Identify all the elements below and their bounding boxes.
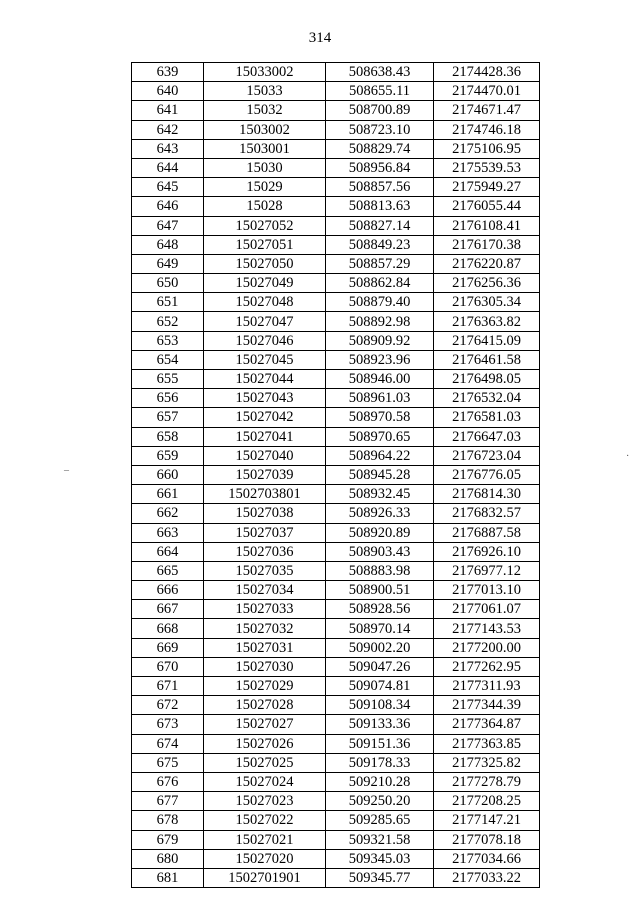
point-number-cell: 659 — [132, 446, 204, 465]
point-id-cell: 1502703801 — [204, 485, 326, 504]
x-coordinate-cell: 509074.81 — [326, 677, 434, 696]
point-number-cell: 641 — [132, 101, 204, 120]
table-row — [132, 830, 540, 849]
table-row — [132, 849, 540, 868]
y-coordinate-cell: 2174428.36 — [434, 63, 540, 82]
x-coordinate-cell: 508928.56 — [326, 600, 434, 619]
point-id-cell: 15033 — [204, 82, 326, 101]
point-id-cell: 15027021 — [204, 830, 326, 849]
coordinates-table — [131, 62, 540, 888]
point-number-cell: 642 — [132, 120, 204, 139]
y-coordinate-cell: 2176887.58 — [434, 523, 540, 542]
coordinates-table-body — [132, 63, 540, 888]
point-id-cell: 15027028 — [204, 696, 326, 715]
point-id-cell: 15027026 — [204, 734, 326, 753]
y-coordinate-cell: 2175949.27 — [434, 178, 540, 197]
point-number-cell: 670 — [132, 657, 204, 676]
point-number-cell: 668 — [132, 619, 204, 638]
table-row — [132, 811, 540, 830]
point-id-cell: 15028 — [204, 197, 326, 216]
point-id-cell: 15027048 — [204, 293, 326, 312]
point-id-cell: 15027046 — [204, 331, 326, 350]
y-coordinate-cell: 2176170.38 — [434, 235, 540, 254]
table-row — [132, 216, 540, 235]
y-coordinate-cell: 2175539.53 — [434, 158, 540, 177]
point-number-cell: 643 — [132, 139, 204, 158]
point-id-cell: 15027024 — [204, 772, 326, 791]
y-coordinate-cell: 2176926.10 — [434, 542, 540, 561]
y-coordinate-cell: 2177033.22 — [434, 868, 540, 887]
point-id-cell: 1503002 — [204, 120, 326, 139]
page-number: 314 — [308, 30, 332, 46]
x-coordinate-cell: 508946.00 — [326, 370, 434, 389]
point-number-cell: 661 — [132, 485, 204, 504]
x-coordinate-cell: 509047.26 — [326, 657, 434, 676]
x-coordinate-cell: 508956.84 — [326, 158, 434, 177]
table-row — [132, 370, 540, 389]
x-coordinate-cell: 508829.74 — [326, 139, 434, 158]
x-coordinate-cell: 508883.98 — [326, 561, 434, 580]
point-number-cell: 645 — [132, 178, 204, 197]
table-row — [132, 274, 540, 293]
y-coordinate-cell: 2177078.18 — [434, 830, 540, 849]
point-number-cell: 649 — [132, 254, 204, 273]
point-id-cell: 15027049 — [204, 274, 326, 293]
y-coordinate-cell: 2176256.36 — [434, 274, 540, 293]
point-number-cell: 647 — [132, 216, 204, 235]
table-row — [132, 235, 540, 254]
table-row — [132, 561, 540, 580]
table-row — [132, 427, 540, 446]
table-row — [132, 600, 540, 619]
table-row — [132, 312, 540, 331]
y-coordinate-cell: 2174470.01 — [434, 82, 540, 101]
point-number-cell: 644 — [132, 158, 204, 177]
y-coordinate-cell: 2177034.66 — [434, 849, 540, 868]
y-coordinate-cell: 2177311.93 — [434, 677, 540, 696]
point-id-cell: 15027023 — [204, 792, 326, 811]
x-coordinate-cell: 508964.22 — [326, 446, 434, 465]
point-id-cell: 15027042 — [204, 408, 326, 427]
point-number-cell: 672 — [132, 696, 204, 715]
point-id-cell: 15033002 — [204, 63, 326, 82]
x-coordinate-cell: 508849.23 — [326, 235, 434, 254]
point-number-cell: 669 — [132, 638, 204, 657]
y-coordinate-cell: 2176220.87 — [434, 254, 540, 273]
x-coordinate-cell: 508900.51 — [326, 581, 434, 600]
table-row — [132, 619, 540, 638]
x-coordinate-cell: 508655.11 — [326, 82, 434, 101]
x-coordinate-cell: 508892.98 — [326, 312, 434, 331]
x-coordinate-cell: 509151.36 — [326, 734, 434, 753]
y-coordinate-cell: 2174671.47 — [434, 101, 540, 120]
table-row — [132, 101, 540, 120]
point-number-cell: 671 — [132, 677, 204, 696]
y-coordinate-cell: 2176532.04 — [434, 389, 540, 408]
y-coordinate-cell: 2176305.34 — [434, 293, 540, 312]
point-number-cell: 681 — [132, 868, 204, 887]
table-row — [132, 408, 540, 427]
y-coordinate-cell: 2176363.82 — [434, 312, 540, 331]
x-coordinate-cell: 508923.96 — [326, 350, 434, 369]
x-coordinate-cell: 508857.29 — [326, 254, 434, 273]
point-number-cell: 660 — [132, 465, 204, 484]
point-number-cell: 654 — [132, 350, 204, 369]
point-number-cell: 674 — [132, 734, 204, 753]
point-number-cell: 677 — [132, 792, 204, 811]
y-coordinate-cell: 2177200.00 — [434, 638, 540, 657]
y-coordinate-cell: 2177364.87 — [434, 715, 540, 734]
point-number-cell: 678 — [132, 811, 204, 830]
point-id-cell: 15032 — [204, 101, 326, 120]
point-id-cell: 1502701901 — [204, 868, 326, 887]
table-row — [132, 657, 540, 676]
point-id-cell: 15027045 — [204, 350, 326, 369]
table-row — [132, 542, 540, 561]
point-id-cell: 15027034 — [204, 581, 326, 600]
point-number-cell: 662 — [132, 504, 204, 523]
point-number-cell: 650 — [132, 274, 204, 293]
y-coordinate-cell: 2176108.41 — [434, 216, 540, 235]
table-row — [132, 293, 540, 312]
point-number-cell: 675 — [132, 753, 204, 772]
point-id-cell: 15027020 — [204, 849, 326, 868]
x-coordinate-cell: 509250.20 — [326, 792, 434, 811]
x-coordinate-cell: 509133.36 — [326, 715, 434, 734]
table-row — [132, 331, 540, 350]
table-row — [132, 792, 540, 811]
table-row — [132, 696, 540, 715]
table-row — [132, 868, 540, 887]
table-row — [132, 504, 540, 523]
x-coordinate-cell: 508970.14 — [326, 619, 434, 638]
point-id-cell: 15027040 — [204, 446, 326, 465]
y-coordinate-cell: 2176055.44 — [434, 197, 540, 216]
point-id-cell: 15027039 — [204, 465, 326, 484]
point-id-cell: 15027043 — [204, 389, 326, 408]
x-coordinate-cell: 508932.45 — [326, 485, 434, 504]
point-id-cell: 15027041 — [204, 427, 326, 446]
x-coordinate-cell: 509108.34 — [326, 696, 434, 715]
right-margin-mark: · — [626, 451, 630, 462]
table-row — [132, 254, 540, 273]
table-row — [132, 178, 540, 197]
table-row — [132, 197, 540, 216]
x-coordinate-cell: 508700.89 — [326, 101, 434, 120]
table-row — [132, 139, 540, 158]
point-id-cell: 15027031 — [204, 638, 326, 657]
point-number-cell: 652 — [132, 312, 204, 331]
y-coordinate-cell: 2176647.03 — [434, 427, 540, 446]
y-coordinate-cell: 2176581.03 — [434, 408, 540, 427]
table-row — [132, 158, 540, 177]
point-id-cell: 15027033 — [204, 600, 326, 619]
x-coordinate-cell: 508961.03 — [326, 389, 434, 408]
point-number-cell: 648 — [132, 235, 204, 254]
point-id-cell: 15027047 — [204, 312, 326, 331]
point-id-cell: 15030 — [204, 158, 326, 177]
point-number-cell: 673 — [132, 715, 204, 734]
x-coordinate-cell: 508970.58 — [326, 408, 434, 427]
x-coordinate-cell: 508920.89 — [326, 523, 434, 542]
y-coordinate-cell: 2176723.04 — [434, 446, 540, 465]
point-number-cell: 679 — [132, 830, 204, 849]
y-coordinate-cell: 2177344.39 — [434, 696, 540, 715]
point-number-cell: 666 — [132, 581, 204, 600]
y-coordinate-cell: 2177061.07 — [434, 600, 540, 619]
point-id-cell: 15027036 — [204, 542, 326, 561]
x-coordinate-cell: 508945.28 — [326, 465, 434, 484]
table-row — [132, 523, 540, 542]
table-row — [132, 389, 540, 408]
x-coordinate-cell: 508857.56 — [326, 178, 434, 197]
y-coordinate-cell: 2176814.30 — [434, 485, 540, 504]
x-coordinate-cell: 508862.84 — [326, 274, 434, 293]
x-coordinate-cell: 509002.20 — [326, 638, 434, 657]
y-coordinate-cell: 2176498.05 — [434, 370, 540, 389]
y-coordinate-cell: 2177013.10 — [434, 581, 540, 600]
y-coordinate-cell: 2177363.85 — [434, 734, 540, 753]
y-coordinate-cell: 2177143.53 — [434, 619, 540, 638]
point-number-cell: 680 — [132, 849, 204, 868]
y-coordinate-cell: 2174746.18 — [434, 120, 540, 139]
point-number-cell: 646 — [132, 197, 204, 216]
point-number-cell: 639 — [132, 63, 204, 82]
y-coordinate-cell: 2175106.95 — [434, 139, 540, 158]
x-coordinate-cell: 508827.14 — [326, 216, 434, 235]
y-coordinate-cell: 2176461.58 — [434, 350, 540, 369]
point-number-cell: 655 — [132, 370, 204, 389]
x-coordinate-cell: 508723.10 — [326, 120, 434, 139]
point-number-cell: 657 — [132, 408, 204, 427]
x-coordinate-cell: 508926.33 — [326, 504, 434, 523]
y-coordinate-cell: 2177208.25 — [434, 792, 540, 811]
point-id-cell: 15027051 — [204, 235, 326, 254]
y-coordinate-cell: 2177325.82 — [434, 753, 540, 772]
point-id-cell: 15027030 — [204, 657, 326, 676]
table-row — [132, 753, 540, 772]
x-coordinate-cell: 509321.58 — [326, 830, 434, 849]
point-id-cell: 15027025 — [204, 753, 326, 772]
table-row — [132, 715, 540, 734]
table-row — [132, 581, 540, 600]
x-coordinate-cell: 509178.33 — [326, 753, 434, 772]
x-coordinate-cell: 508903.43 — [326, 542, 434, 561]
table-row — [132, 734, 540, 753]
point-id-cell: 15027032 — [204, 619, 326, 638]
table-row — [132, 446, 540, 465]
y-coordinate-cell: 2177262.95 — [434, 657, 540, 676]
table-row — [132, 82, 540, 101]
x-coordinate-cell: 509345.03 — [326, 849, 434, 868]
table-row — [132, 677, 540, 696]
y-coordinate-cell: 2177278.79 — [434, 772, 540, 791]
point-number-cell: 658 — [132, 427, 204, 446]
point-number-cell: 665 — [132, 561, 204, 580]
point-number-cell: 676 — [132, 772, 204, 791]
point-number-cell: 651 — [132, 293, 204, 312]
point-id-cell: 15027035 — [204, 561, 326, 580]
x-coordinate-cell: 509345.77 — [326, 868, 434, 887]
point-number-cell: 656 — [132, 389, 204, 408]
table-row — [132, 120, 540, 139]
point-number-cell: 663 — [132, 523, 204, 542]
table-row — [132, 465, 540, 484]
point-id-cell: 15027044 — [204, 370, 326, 389]
y-coordinate-cell: 2177147.21 — [434, 811, 540, 830]
point-number-cell: 667 — [132, 600, 204, 619]
point-id-cell: 15027037 — [204, 523, 326, 542]
x-coordinate-cell: 508813.63 — [326, 197, 434, 216]
y-coordinate-cell: 2176776.05 — [434, 465, 540, 484]
x-coordinate-cell: 508970.65 — [326, 427, 434, 446]
y-coordinate-cell: 2176977.12 — [434, 561, 540, 580]
point-id-cell: 15027029 — [204, 677, 326, 696]
x-coordinate-cell: 508879.40 — [326, 293, 434, 312]
point-id-cell: 15027050 — [204, 254, 326, 273]
point-id-cell: 15027038 — [204, 504, 326, 523]
table-row — [132, 485, 540, 504]
table-row — [132, 63, 540, 82]
y-coordinate-cell: 2176832.57 — [434, 504, 540, 523]
x-coordinate-cell: 509210.28 — [326, 772, 434, 791]
table-row — [132, 772, 540, 791]
point-id-cell: 15027052 — [204, 216, 326, 235]
point-id-cell: 15027027 — [204, 715, 326, 734]
x-coordinate-cell: 508909.92 — [326, 331, 434, 350]
table-row — [132, 350, 540, 369]
table-row — [132, 638, 540, 657]
y-coordinate-cell: 2176415.09 — [434, 331, 540, 350]
left-margin-mark: – — [64, 465, 69, 476]
point-number-cell: 664 — [132, 542, 204, 561]
point-id-cell: 15029 — [204, 178, 326, 197]
x-coordinate-cell: 508638.43 — [326, 63, 434, 82]
x-coordinate-cell: 509285.65 — [326, 811, 434, 830]
point-id-cell: 15027022 — [204, 811, 326, 830]
point-number-cell: 640 — [132, 82, 204, 101]
point-id-cell: 1503001 — [204, 139, 326, 158]
point-number-cell: 653 — [132, 331, 204, 350]
